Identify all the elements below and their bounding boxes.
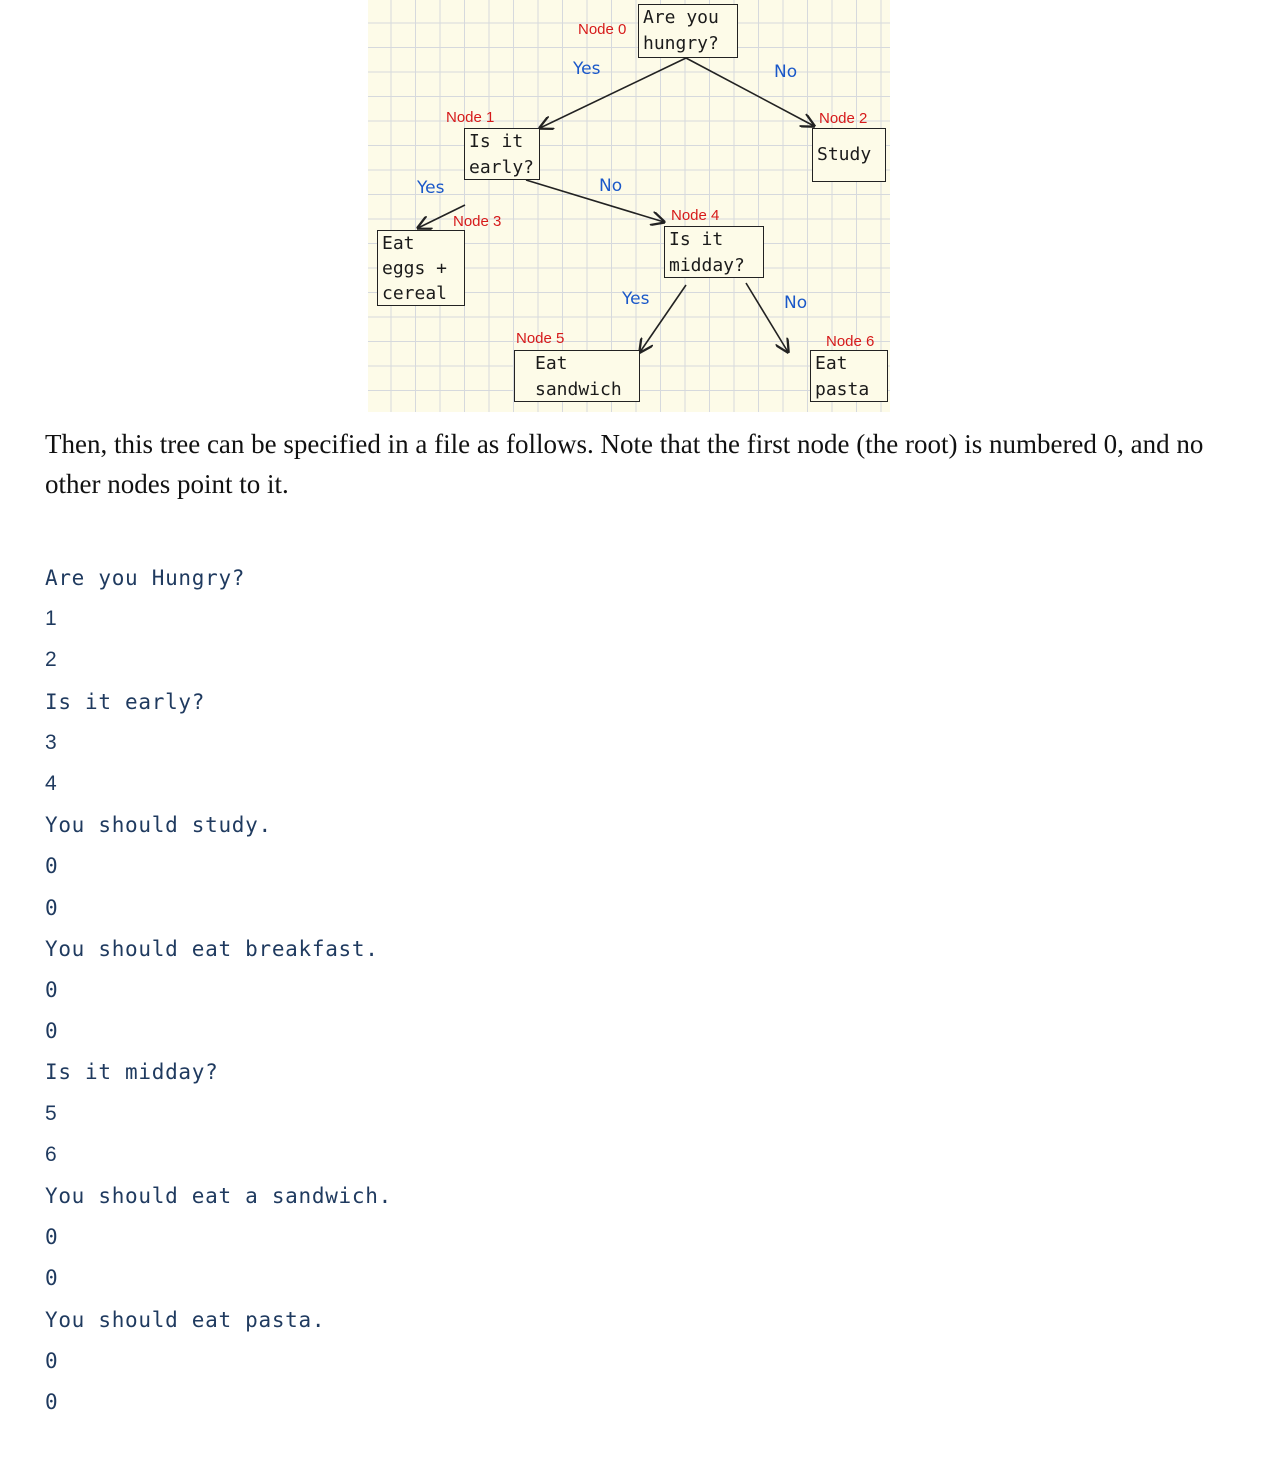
node-3-box [377,230,465,306]
edge-1-4 [526,180,664,222]
file-line: Are you Hungry? [45,566,246,590]
edge-4-6 [746,283,788,352]
node-3-line-3: cereal [382,283,448,304]
edge-4-6-label: No [784,293,808,313]
file-line: 0 [45,1266,58,1291]
file-line: 0 [45,1225,58,1250]
edge-1-4-label: No [599,176,623,196]
decision-tree-diagram [368,0,890,412]
file-line: Is it early? [45,689,206,714]
file-line: 0 [45,1019,58,1044]
node-4-label: Node 4 [671,207,720,224]
node-5-box [514,350,640,402]
edge-4-5-label: Yes [622,289,650,309]
file-line: 6 [45,1142,57,1166]
file-line: 0 [45,978,58,1002]
file-line: Is it midday? [45,1060,219,1085]
node-1-line-1: Is it [469,131,524,152]
file-line: 4 [45,772,57,795]
node-4-line-2: midday? [669,255,745,276]
node-0-box [638,4,738,58]
file-line: 5 [45,1101,57,1125]
node-1-label: Node 1 [446,109,495,126]
file-line: 1 [45,607,57,631]
node-4-line-1: Is it [669,229,724,250]
node-3-line-1: Eat [382,233,415,254]
edge-1-3-label: Yes [417,178,445,198]
edge-0-2-label: No [774,62,798,82]
edge-0-1-label: Yes [573,59,601,79]
node-0-label: Node 0 [578,21,627,38]
node-5-line-2: sandwich [535,379,622,400]
node-3-line-2: eggs + [382,258,448,279]
file-line: You should eat pasta. [45,1307,326,1332]
file-line: You should study. [45,813,272,838]
file-line: 0 [45,854,58,879]
node-2-box [812,128,886,182]
node-6-line-1: Eat [815,353,848,374]
node-4-box [664,226,764,278]
file-line: You should eat breakfast. [45,936,379,961]
file-line: 3 [45,730,57,754]
node-3-label: Node 3 [453,213,502,230]
file-line: 0 [45,1390,58,1414]
node-6-label: Node 6 [826,333,875,350]
node-5-line-1: Eat [535,353,568,374]
node-0-line-1: Are you [643,7,719,28]
node-2-label: Node 2 [819,110,868,127]
node-5-label: Node 5 [516,330,565,347]
node-0-line-2: hungry? [643,33,719,54]
node-1-line-2: early? [469,157,535,178]
node-6-line-2: pasta [815,379,870,400]
node-6-box [810,350,888,402]
file-line: 0 [45,1348,58,1373]
file-line: 2 [45,648,57,672]
node-1-box [464,128,540,180]
node-2-line-1: Study [817,144,872,165]
edge-0-1 [540,58,686,128]
intro-paragraph: Then, this tree can be specified in a file as follows. Note that the first node (the root) is numbered 0, and no other nodes point to it. [45,429,1204,499]
file-line: 0 [45,895,58,920]
file-line: You should eat a sandwich. [45,1184,392,1208]
